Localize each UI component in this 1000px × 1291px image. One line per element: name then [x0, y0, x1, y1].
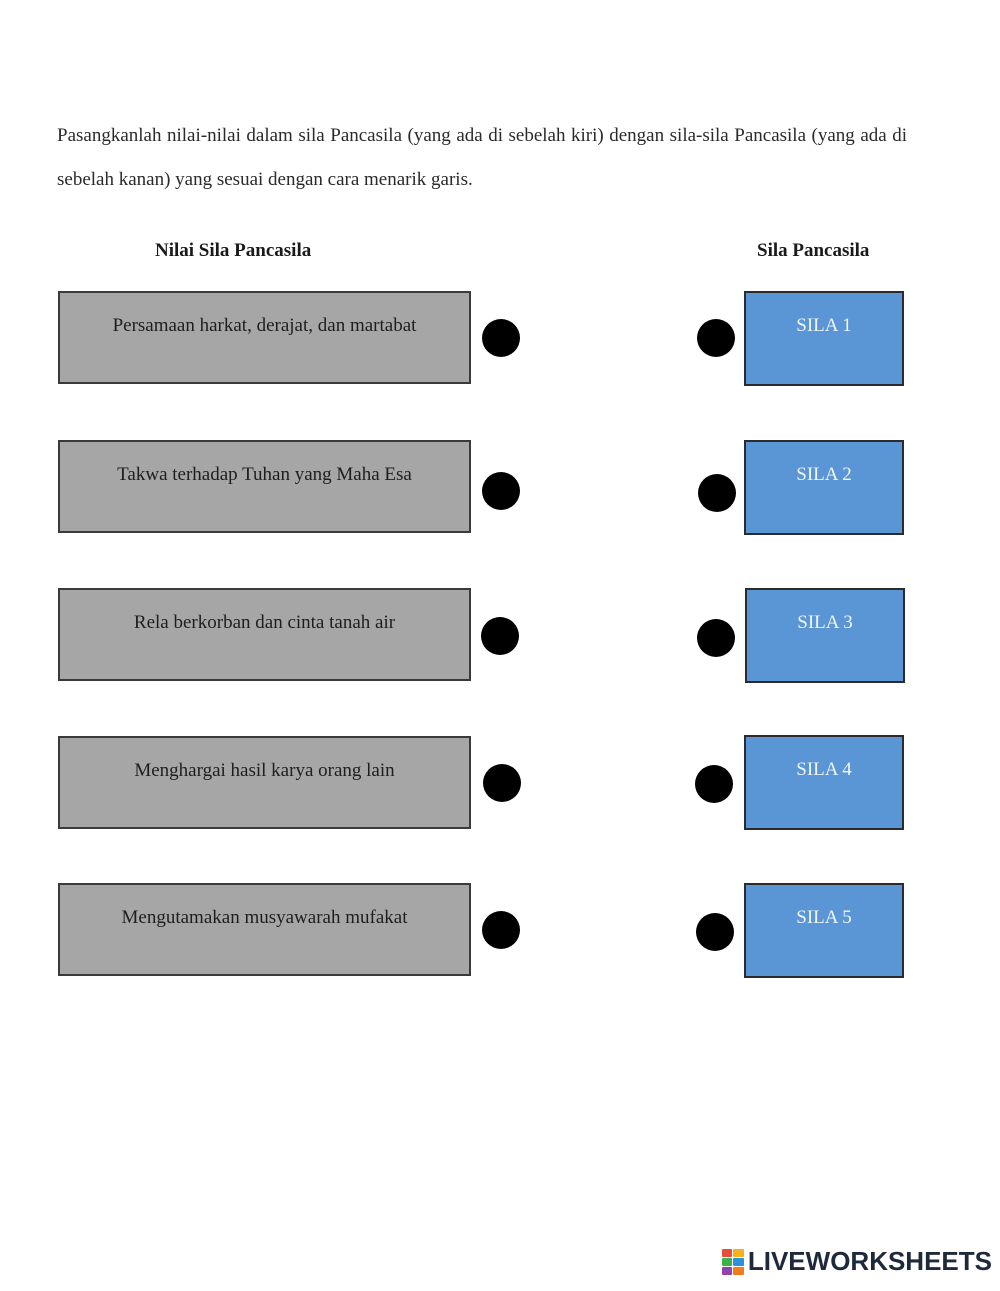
value-4-connector-dot[interactable]: [483, 764, 521, 802]
sila-box-3[interactable]: SILA 3: [745, 588, 905, 683]
value-box-4: Menghargai hasil karya orang lain: [58, 736, 471, 829]
sila-1-connector-dot[interactable]: [697, 319, 735, 357]
sila-5-connector-dot[interactable]: [696, 913, 734, 951]
value-box-2: Takwa terhadap Tuhan yang Maha Esa: [58, 440, 471, 533]
liveworksheets-logo-icon: [722, 1249, 744, 1275]
sila-2-connector-dot[interactable]: [698, 474, 736, 512]
values-column-heading: Nilai Sila Pancasila: [155, 240, 312, 261]
liveworksheets-brand: [722, 1246, 992, 1277]
brand-name: LIVEWORKSHEETS: [747, 1246, 992, 1276]
value-2-connector-dot[interactable]: [482, 472, 520, 510]
sila-box-1[interactable]: SILA 1: [744, 291, 904, 386]
sila-4-connector-dot[interactable]: [695, 765, 733, 803]
value-box-1: Persamaan harkat, derajat, dan martabat: [58, 291, 471, 384]
sila-box-4[interactable]: SILA 4: [744, 735, 904, 830]
value-box-3: Rela berkorban dan cinta tanah air: [58, 588, 471, 681]
value-3-connector-dot[interactable]: [481, 617, 519, 655]
sila-box-2[interactable]: SILA 2: [744, 440, 904, 535]
instruction-text: Pasangkanlah nilai-nilai dalam sila Pancasila (yang ada di sebelah kiri) dengan sila-sila Pancasila (yang ada di sebelah kanan) yang sesuai dengan cara menarik garis.: [57, 125, 907, 190]
sila-box-5[interactable]: SILA 5: [744, 883, 904, 978]
value-5-connector-dot[interactable]: [482, 911, 520, 949]
sila-column-heading: Sila Pancasila: [757, 240, 870, 261]
sila-3-connector-dot[interactable]: [697, 619, 735, 657]
value-1-connector-dot[interactable]: [482, 319, 520, 357]
value-box-5: Mengutamakan musyawarah mufakat: [58, 883, 471, 976]
